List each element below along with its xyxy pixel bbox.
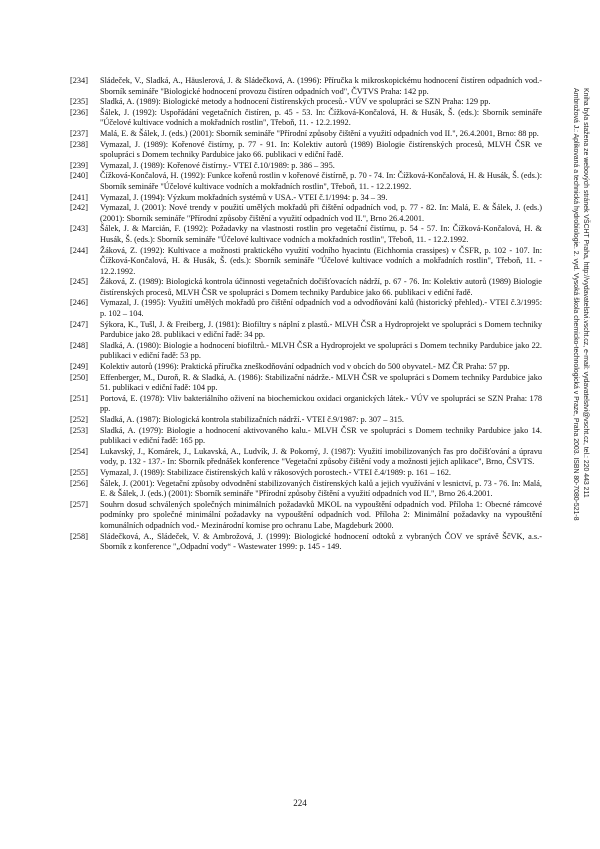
- reference-number: [234]: [70, 76, 88, 85]
- reference-entry: [70, 500, 542, 532]
- reference-number: [236]: [70, 107, 88, 117]
- reference-text: Sládečková, A., Sládeček, V. & Ambrožová, J. (1999): Biologické hodnocení odtoků z vybraných ČOV ve správě ŠčVK, a.s.- Sborník z konference "„Odpadní vody“ - Wastewater 1999: p. 145 - 149.: [100, 531, 542, 552]
- reference-entry: [70, 426, 542, 447]
- reference-number: [235]: [70, 97, 88, 107]
- reference-entry: [70, 468, 542, 479]
- reference-text: Lukavský, J., Komárek, J., Lukavská, A., Ludvík, J. & Pokorný, J. (1987): Využití imobilizovaných řas pro dočišťování a úpravu vody, p. 132 - 137.- In: Sborník přednášek konference "Vegetační způsoby čištění vody a možnosti jejich aplikace", Brno, ČSVTS.: [100, 446, 542, 467]
- reference-text: Sladká, A. (1989): Biologické metody a hodnocení čistírenských procesů.- VÚV ve spolupráci se SZN Praha: 129 pp.: [100, 97, 491, 107]
- reference-entry: [70, 203, 542, 224]
- side-note-line-1: Ambrožová J.: Aplikovaná a technická hydrobiologie. 2. vyd. Vysoká škola chemicko-technologická v Praze, Praha 2003. ISBN 80-7080-521-8: [572, 88, 579, 521]
- reference-entry: [70, 362, 542, 373]
- reference-text: Vymazal, J. (1994): Výzkum mokřadních systémů v USA.- VTEI č.1/1994: p. 34 – 39.: [100, 192, 388, 202]
- reference-text: Souhrn dosud schválených společných minimálních požadavků MKOL na vypouštění odpadních vod. Příloha 1: Obecné rámcové podmínky pro společné minimální požadavky na vypouštění odpadních vod. Příloha 2: Minimální požadavky na vypouštění komunálních odpadních vod.- Mezinárodní komise pro ochranu Labe, Magdeburk 2000.: [100, 499, 542, 530]
- reference-text: Effenberger, M., Duroň, R. & Sladká, A. (1986): Stabilizační nádrže.- MLVH ČSR ve spolupráci s Domem techniky Pardubice jako 51. publikaci v ediční řadě: 104 pp.: [100, 372, 542, 393]
- reference-number: [242]: [70, 203, 88, 213]
- reference-entry: [70, 298, 542, 319]
- reference-entry: [70, 161, 542, 172]
- reference-entry: [70, 108, 542, 129]
- reference-number: [257]: [70, 499, 88, 509]
- reference-number: [253]: [70, 425, 88, 435]
- reference-text: Šálek, J. (2001): Vegetační způsoby odvodnění stabilizovaných čistírenských kalů a jejich využívání v lesnictví, p. 73 - 76. In: Malá, E. & Šálek, J. (eds.) (2001): Sborník semináře "Přírodní způsoby čištění a využití odpadních vod II.", Brno 26.4.2001.: [100, 478, 542, 499]
- reference-entry: [70, 394, 542, 415]
- reference-entry: [70, 373, 542, 394]
- reference-entry: [70, 224, 542, 245]
- reference-entry: [70, 341, 542, 362]
- reference-entry: [70, 97, 542, 108]
- reference-text: Vymazal, J. (1989): Stabilizace čistírenských kalů v rákosových porostech.- VTEI č.4/1989: p. 161 – 162.: [100, 467, 452, 477]
- reference-entry: [70, 246, 542, 278]
- reference-entry: [70, 320, 542, 341]
- reference-number: [252]: [70, 415, 88, 424]
- reference-text: Vymazal, J. (1989): Kořenové čistírny, p. 77 - 91. In: Kolektiv autorů (1989) Biologie čistírenských procesů, MLVH ČSR ve spolupráci s Domem techniky Pardubice jako 66. publikaci v ediční řadě.: [100, 139, 542, 160]
- reference-text: Sladká, A. (1980): Biologie a hodnocení biofiltrů.- MLVH ČSR a Hydroprojekt ve spolupráci s Domem techniky Pardubice jako 22. publikaci v ediční řadě: 53 pp.: [100, 340, 542, 361]
- reference-text: Sýkora, K., Tušl, J. & Freiberg, J. (1981): Biofiltry s náplní z plastů.- MLVH ČSR a Hydroprojekt ve spolupráci s Domem techniky Pardubice jako 28. publikaci v ediční řadě: 34 pp.: [100, 319, 542, 340]
- reference-number: [247]: [70, 319, 88, 329]
- reference-number: [248]: [70, 340, 88, 350]
- reference-text: Portová, E. (1978): Vliv bakteriálního oživení na biochemickou oxidaci organických látek.- VÚV ve spolupráci se SZN Praha: 178 pp.: [100, 393, 542, 414]
- reference-number: [249]: [70, 362, 88, 372]
- reference-text: Šálek, J. (1992): Uspořádání vegetačních čistíren, p. 45 - 53. In: Čížková-Končalová, H. & Husák, Š. (eds.): Sborník semináře "Účelové kultivace vodních a mokřadních rostlin", Třeboň, 11. - 12.2.1992.: [100, 107, 542, 128]
- reference-number: [238]: [70, 139, 88, 149]
- reference-number: [246]: [70, 298, 88, 308]
- reference-number: [237]: [70, 128, 88, 138]
- reference-text: Malá, E. & Šálek, J. (eds.) (2001): Sborník semináře "Přírodní způsoby čištění a využití odpadních vod II.", 26.4.2001, Brno: 88 pp.: [100, 128, 539, 138]
- side-note-line-2: Kniha byla stažena ze webových stránek VŠCHT Praha, http://vydavatelstvi.vscht.cz, e-mail: vydavatelstvi@vscht.cz, tel.: 220 443 211: [582, 88, 589, 498]
- side-note: [571, 88, 593, 648]
- reference-number: [256]: [70, 478, 88, 488]
- reference-number: [258]: [70, 531, 88, 541]
- reference-text: Žáková, Z. (1992): Kultivace a možnosti praktického využití vodního hyacintu (Eichhornia crassipes) v ČSFR, p. 102 - 107. In: Čížková-Končalová, H. & Husák, Š. (eds.): Sborník semináře "Účelové kultivace vodních a mokřadních rostlin", Třeboň, 11. - 12.2.1992.: [100, 245, 542, 276]
- page-number: 224: [293, 798, 307, 808]
- reference-number: [243]: [70, 224, 88, 234]
- reference-entry: [70, 76, 542, 97]
- reference-entry: [70, 415, 542, 426]
- reference-number: [250]: [70, 372, 88, 382]
- reference-text: Šálek, J. & Marcián, F. (1992): Požadavky na vlastnosti rostlin pro vegetační čistírnu, p. 54 - 57. In: Čížková-Končalová, H. & Husák, Š. (eds.): Sborník semináře "Účelové kultivace vodních a mokřadních rostlin", Třeboň, 11. - 12.2.1992.: [100, 224, 542, 244]
- reference-number: [239]: [70, 160, 88, 170]
- reference-number: [251]: [70, 393, 88, 403]
- reference-number: [254]: [70, 446, 88, 456]
- reference-text: Čížková-Končalová, H. (1992): Funkce kořenů rostlin v kořenové čistírně, p. 70 - 74. In: Čížková-Končalová, H. & Husák, Š. (eds.): Sborník semináře "Účelové kultivace vodních a mokřadních rostlin", Třeboň, 11. - 12.2.1992.: [100, 171, 542, 191]
- reference-entry: [70, 171, 542, 192]
- reference-entry: [70, 532, 542, 553]
- reference-number: [241]: [70, 192, 88, 202]
- reference-list: [70, 76, 542, 553]
- reference-text: Žáková, Z. (1989): Biologická kontrola účinnosti vegetačních dočišťovacích nádrží, p. 67 - 76. In: Kolektiv autorů (1989) Biologie čistírenských procesů, MLVH ČSR ve spolupráci s Domem techniky Pardubice jako 66. publikaci v ediční řadě.: [100, 277, 542, 297]
- reference-entry: [70, 479, 542, 500]
- reference-number: [255]: [70, 467, 88, 477]
- reference-text: Sládeček, V., Sladká, A., Häuslerová, J. & Sládečková, A. (1996): Příručka k mikroskopickému hodnocení čistíren odpadních vod.- Sborník semináře "Biologické hodnocení provozu čistíren odpadních vod", ČVTVS Praha: 142 pp.: [100, 76, 542, 96]
- reference-text: Sladká, A. (1987): Biologická kontrola stabilizačních nádrží.- VTEI č.9/1987: p. 307 – 315.: [100, 415, 405, 424]
- reference-entry: [70, 447, 542, 468]
- reference-entry: [70, 193, 542, 204]
- reference-text: Vymazal, J. (1995): Využití umělých mokřadů pro čištění odpadních vod a odvodňování kalů (historický přehled).- VTEI č.3/1995: p. 102 – 104.: [100, 298, 542, 319]
- reference-number: [245]: [70, 277, 88, 287]
- reference-text: Vymazal, J. (1989): Kořenové čistírny.- VTEI č.10/1989: p. 386 – 395.: [100, 160, 335, 170]
- reference-number: [244]: [70, 245, 88, 255]
- reference-text: Vymazal, J. (2001): Nové trendy v použití umělých mokřadů při čištění odpadních vod, p. 77 - 82. In: Malá, E. & Šálek, J. (eds.) (2001): Sborník semináře "Přírodní způsoby čištění a využití odpadních vod II.", Brno 26.4.2001.: [100, 203, 542, 223]
- reference-text: Sladká, A. (1979): Biologie a hodnocení aktivovaného kalu.- MLVH ČSR ve spolupráci s Domem techniky Pardubice jako 14. publikaci v ediční řadě: 165 pp.: [100, 425, 542, 446]
- reference-entry: [70, 277, 542, 298]
- reference-entry: [70, 129, 542, 140]
- reference-number: [240]: [70, 171, 88, 181]
- reference-entry: [70, 140, 542, 161]
- reference-text: Kolektiv autorů (1996): Praktická příručka zneškodňování odpadních vod v obcích do 500 obyvatel.- MZ ČR Praha: 57 pp.: [100, 362, 510, 372]
